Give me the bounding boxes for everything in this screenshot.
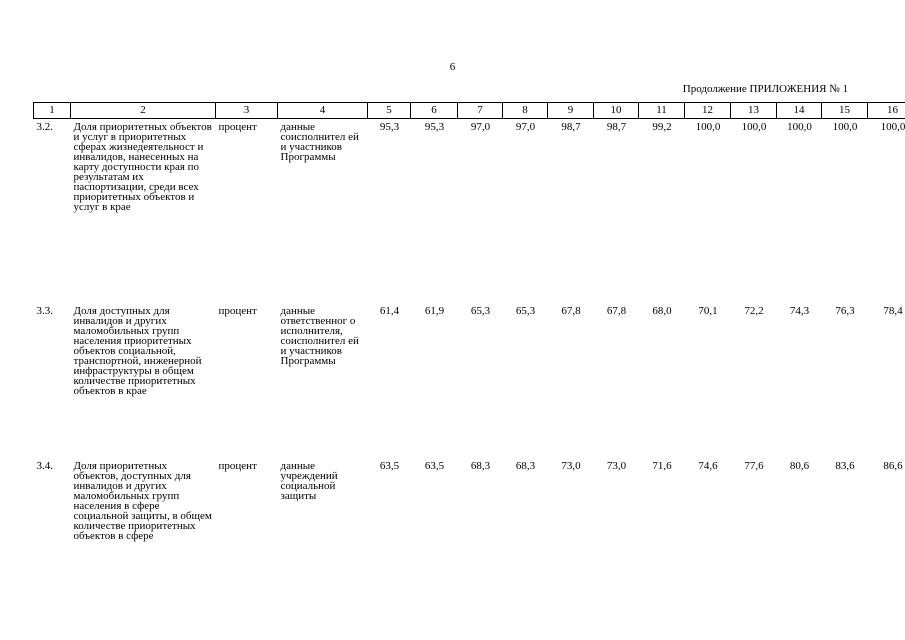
value-cell: 73,0: [561, 460, 581, 472]
value-cell: 95,3: [424, 121, 445, 133]
column-header: 1: [34, 103, 71, 119]
column-header: 11: [639, 103, 685, 119]
value-cell: 68,0: [652, 305, 672, 317]
value-cell: 80,6: [789, 460, 810, 472]
value-cell: 74,3: [789, 305, 810, 317]
column-header: 7: [458, 103, 503, 119]
value-cell: 67,8: [606, 305, 627, 317]
unit-cell: процент: [218, 305, 257, 317]
value-cell: 83,6: [835, 460, 855, 472]
value-cell: 97,0: [515, 121, 536, 133]
row-number: 3.3.: [36, 305, 53, 317]
column-header: 10: [594, 103, 639, 119]
unit-cell: процент: [218, 121, 257, 133]
column-header: 13: [731, 103, 777, 119]
value-cell: 72,2: [744, 305, 764, 317]
value-cell: 68,3: [470, 460, 491, 472]
column-header: 2: [71, 103, 216, 119]
table-row: [34, 119, 905, 304]
value-cell: 86,6: [883, 460, 903, 472]
value-cell: 100,0: [832, 121, 858, 133]
data-source: данные соисполнител ей и участников Программы: [280, 121, 359, 163]
value-cell: 100,0: [787, 121, 812, 133]
value-cell: 65,3: [515, 305, 536, 317]
value-cell: 67,8: [561, 305, 581, 317]
data-source: данные учреждений социальной защиты: [280, 460, 338, 502]
value-cell: 70,1: [698, 305, 718, 317]
appendix-continuation-label: Продолжение ПРИЛОЖЕНИЯ № 1: [682, 83, 848, 95]
column-header: 6: [411, 103, 458, 119]
value-cell: 63,5: [424, 460, 445, 472]
indicator-name: Доля приоритетных объектов, доступных для инвалидов и других маломобильных групп населения в сфере социальной защиты, в общем количестве приоритетных объектов в сфере: [73, 460, 212, 542]
value-cell: 100,0: [880, 121, 905, 133]
value-cell: 99,2: [652, 121, 672, 133]
column-header: 4: [278, 103, 368, 119]
column-header: 12: [685, 103, 731, 119]
column-header: 16: [868, 103, 905, 119]
table-row: [34, 458, 905, 611]
data-source: данные ответственног о исполнителя, соисполнител ей и участников Программы: [280, 305, 359, 367]
column-header: 15: [822, 103, 868, 119]
value-cell: 68,3: [515, 460, 536, 472]
table-row: [34, 303, 905, 458]
value-cell: 98,7: [606, 121, 627, 133]
value-cell: 78,4: [883, 305, 903, 317]
column-numbers-row: [34, 103, 905, 119]
value-cell: 73,0: [606, 460, 627, 472]
indicator-name: Доля приоритетных объектов и услуг в приоритетных сферах жизнедеятельност и инвалидов, нанесенных на карту доступности края по результатам их паспортизации, среди всех приоритетных объектов и услуг в крае: [73, 121, 212, 213]
value-cell: 65,3: [470, 305, 491, 317]
value-cell: 61,4: [379, 305, 400, 317]
value-cell: 71,6: [652, 460, 672, 472]
row-number: 3.4.: [36, 460, 53, 472]
indicators-table: [33, 102, 905, 611]
column-header: 14: [777, 103, 822, 119]
value-cell: 74,6: [698, 460, 718, 472]
value-cell: 97,0: [470, 121, 491, 133]
value-cell: 95,3: [379, 121, 400, 133]
value-cell: 61,9: [424, 305, 445, 317]
value-cell: 76,3: [835, 305, 855, 317]
value-cell: 63,5: [379, 460, 400, 472]
indicator-name: Доля доступных для инвалидов и других маломобильных групп населения приоритетных объектов социальной, транспортной, инженерной инфраструктуры в общем количестве приоритетных объектов в крае: [73, 305, 202, 397]
value-cell: 100,0: [741, 121, 767, 133]
value-cell: 100,0: [695, 121, 721, 133]
value-cell: 77,6: [744, 460, 764, 472]
column-header: 3: [216, 103, 278, 119]
column-header: 5: [368, 103, 411, 119]
column-header: 8: [503, 103, 548, 119]
value-cell: 98,7: [561, 121, 581, 133]
row-number: 3.2.: [36, 121, 53, 133]
column-header: 9: [548, 103, 594, 119]
unit-cell: процент: [218, 460, 257, 472]
page-number: 6: [449, 61, 456, 73]
